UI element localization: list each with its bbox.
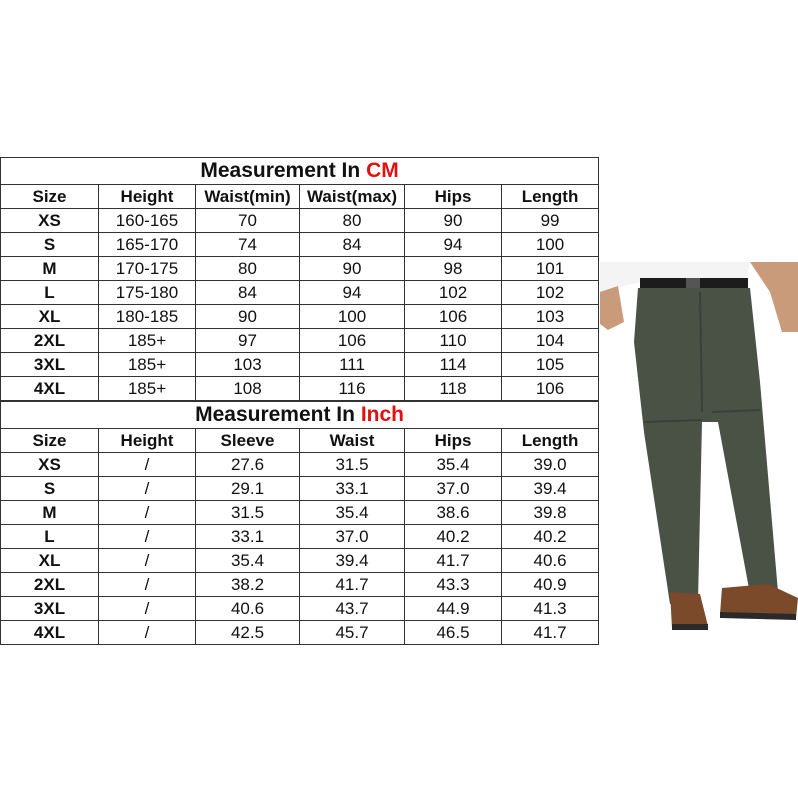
table-row [1, 621, 599, 645]
table-cell: 103 [196, 353, 300, 377]
table-row [1, 549, 599, 573]
inch-title-accent: Inch [360, 403, 404, 426]
inch_table-header-row [1, 429, 599, 453]
table-cell: 42.5 [196, 621, 300, 645]
table-cell: 94 [405, 233, 502, 257]
size-cell: XL [1, 549, 99, 573]
table-cell: 110 [405, 329, 502, 353]
inch-title-row [1, 402, 599, 429]
table-cell: 90 [196, 305, 300, 329]
table-cell: 108 [196, 377, 300, 401]
table-cell: 100 [300, 305, 405, 329]
table-cell: 165-170 [99, 233, 196, 257]
table-cell: 118 [405, 377, 502, 401]
size-cell: XS [1, 209, 99, 233]
table-cell: 35.4 [196, 549, 300, 573]
table-cell: 35.4 [300, 501, 405, 525]
table-cell: 31.5 [196, 501, 300, 525]
size-cell: S [1, 477, 99, 501]
table-cell: 84 [196, 281, 300, 305]
table-cell: 103 [502, 305, 599, 329]
table-cell: 104 [502, 329, 599, 353]
table-row [1, 573, 599, 597]
table-cell: 90 [405, 209, 502, 233]
table-cell: 41.7 [300, 573, 405, 597]
table-cell: 40.6 [196, 597, 300, 621]
table-cell: 185+ [99, 377, 196, 401]
table-cell: 106 [405, 305, 502, 329]
table-cell: 160-165 [99, 209, 196, 233]
size-cell: M [1, 257, 99, 281]
left-shoe-shape [670, 592, 708, 628]
table-cell: / [99, 477, 196, 501]
size-cell: 4XL [1, 621, 99, 645]
table-cell: 185+ [99, 353, 196, 377]
table-row [1, 597, 599, 621]
inch-title-prefix: Measurement In [195, 403, 361, 426]
table-cell: 33.1 [300, 477, 405, 501]
table-cell: 41.7 [405, 549, 502, 573]
table-cell: 39.0 [502, 453, 599, 477]
table-row [1, 305, 599, 329]
table-cell: 43.3 [405, 573, 502, 597]
table-row [1, 377, 599, 401]
table-cell: 116 [300, 377, 405, 401]
table-cell: / [99, 549, 196, 573]
size-cell: 3XL [1, 597, 99, 621]
table-cell: 33.1 [196, 525, 300, 549]
cm-title-accent: CM [366, 159, 399, 182]
table-cell: 39.4 [502, 477, 599, 501]
size-cell: L [1, 525, 99, 549]
column-header: Length [502, 429, 599, 453]
table-row [1, 329, 599, 353]
table-cell: 99 [502, 209, 599, 233]
table-cell: 180-185 [99, 305, 196, 329]
table-cell: 111 [300, 353, 405, 377]
table-row [1, 233, 599, 257]
left-hand-shape [600, 286, 624, 330]
table-cell: 80 [300, 209, 405, 233]
table-cell: 29.1 [196, 477, 300, 501]
table-cell: 106 [300, 329, 405, 353]
table-row [1, 209, 599, 233]
table-cell: 43.7 [300, 597, 405, 621]
column-header: Height [99, 429, 196, 453]
column-header: Size [1, 429, 99, 453]
table-cell: 37.0 [405, 477, 502, 501]
cm-table [0, 157, 599, 401]
table-cell: / [99, 501, 196, 525]
inch-table [0, 401, 599, 645]
inch-table-title [1, 402, 599, 429]
column-header: Waist(min) [196, 185, 300, 209]
size-cell: M [1, 501, 99, 525]
pants-shape [634, 288, 778, 604]
size-cell: S [1, 233, 99, 257]
table-cell: 74 [196, 233, 300, 257]
table-cell: 46.5 [405, 621, 502, 645]
table-cell: 94 [300, 281, 405, 305]
table-cell: 39.4 [300, 549, 405, 573]
table-cell: 39.8 [502, 501, 599, 525]
table-cell: / [99, 597, 196, 621]
column-header: Hips [405, 429, 502, 453]
column-header: Height [99, 185, 196, 209]
size-cell: 3XL [1, 353, 99, 377]
table-row [1, 525, 599, 549]
column-header: Length [502, 185, 599, 209]
table-cell: 41.3 [502, 597, 599, 621]
table-cell: 175-180 [99, 281, 196, 305]
table-cell: 101 [502, 257, 599, 281]
cm-table-title [1, 158, 599, 185]
column-header: Size [1, 185, 99, 209]
size-cell: 2XL [1, 329, 99, 353]
table-row [1, 477, 599, 501]
table-cell: 40.6 [502, 549, 599, 573]
table-cell: 31.5 [300, 453, 405, 477]
table-cell: 37.0 [300, 525, 405, 549]
table-cell: 102 [502, 281, 599, 305]
table-cell: 90 [300, 257, 405, 281]
table-cell: 40.2 [405, 525, 502, 549]
table-cell: / [99, 573, 196, 597]
cm_table-header-row [1, 185, 599, 209]
table-row [1, 281, 599, 305]
table-row [1, 501, 599, 525]
column-header: Waist [300, 429, 405, 453]
table-cell: 106 [502, 377, 599, 401]
table-row [1, 353, 599, 377]
cm-title-prefix: Measurement In [200, 159, 367, 182]
table-cell: 27.6 [196, 453, 300, 477]
model-pants-photo [600, 262, 798, 634]
table-cell: 80 [196, 257, 300, 281]
column-header: Hips [405, 185, 502, 209]
table-cell: 38.6 [405, 501, 502, 525]
table-cell: 44.9 [405, 597, 502, 621]
table-cell: 84 [300, 233, 405, 257]
size-chart [0, 157, 598, 645]
cm-title-row [1, 158, 599, 185]
size-cell: XL [1, 305, 99, 329]
table-cell: 35.4 [405, 453, 502, 477]
table-cell: 45.7 [300, 621, 405, 645]
table-cell: 40.9 [502, 573, 599, 597]
size-cell: L [1, 281, 99, 305]
table-cell: 102 [405, 281, 502, 305]
table-cell: 185+ [99, 329, 196, 353]
table-cell: 70 [196, 209, 300, 233]
table-row [1, 453, 599, 477]
table-cell: / [99, 525, 196, 549]
table-cell: 41.7 [502, 621, 599, 645]
size-cell: XS [1, 453, 99, 477]
table-cell: 40.2 [502, 525, 599, 549]
table-cell: / [99, 621, 196, 645]
table-cell: / [99, 453, 196, 477]
table-cell: 98 [405, 257, 502, 281]
table-cell: 100 [502, 233, 599, 257]
table-cell: 105 [502, 353, 599, 377]
table-row [1, 257, 599, 281]
size-cell: 4XL [1, 377, 99, 401]
table-cell: 97 [196, 329, 300, 353]
table-cell: 114 [405, 353, 502, 377]
table-cell: 170-175 [99, 257, 196, 281]
column-header: Sleeve [196, 429, 300, 453]
right-hand-shape [750, 262, 798, 332]
column-header: Waist(max) [300, 185, 405, 209]
table-cell: 38.2 [196, 573, 300, 597]
size-cell: 2XL [1, 573, 99, 597]
